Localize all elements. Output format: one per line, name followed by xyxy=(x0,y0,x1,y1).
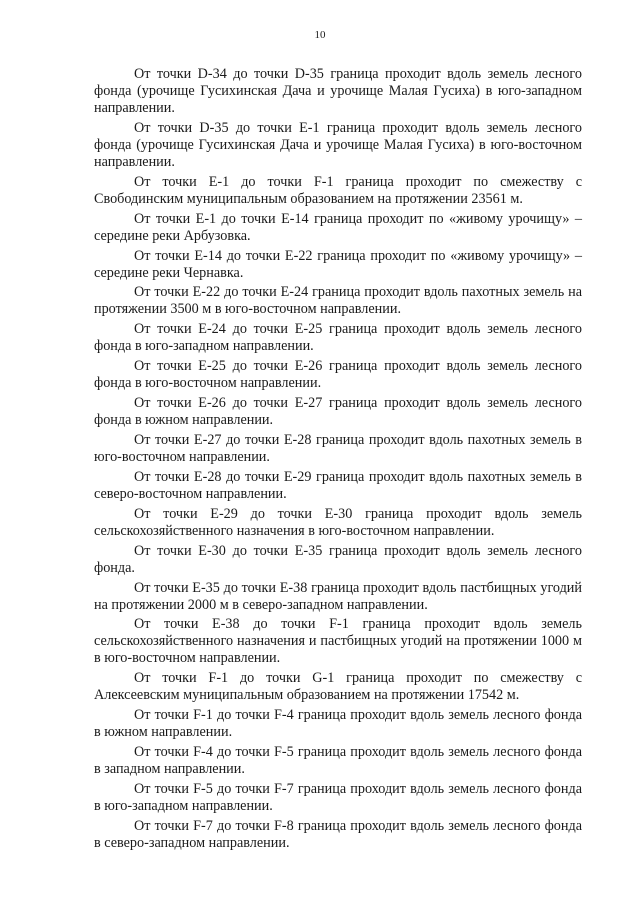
paragraph-e1-e14: От точки E-1 до точки E-14 граница проходит по «живому урочищу» – середине реки Арбузовка. xyxy=(94,210,582,244)
paragraph-f7-f8: От точки F-7 до точки F-8 граница проходит вдоль земель лесного фонда в северо-западном направлении. xyxy=(94,817,582,851)
paragraph-f1-g1: От точки F-1 до точки G-1 граница проходит по смежеству с Алексеевским муниципальным образованием на протяжении 17542 м. xyxy=(94,670,582,704)
paragraph-f4-f5: От точки F-4 до точки F-5 граница проходит вдоль земель лесного фонда в западном направлении. xyxy=(94,744,582,778)
paragraph-f1-f4: От точки F-1 до точки F-4 граница проходит вдоль земель лесного фонда в южном направлении. xyxy=(94,707,582,741)
paragraph-e22-e24: От точки E-22 до точки E-24 граница проходит вдоль пахотных земель на протяжении 3500 м в юго-восточном направлении. xyxy=(94,284,582,318)
paragraph-e35-e38: От точки E-35 до точки E-38 граница проходит вдоль пастбищных угодий на протяжении 2000 м в северо-западном направлении. xyxy=(94,579,582,613)
paragraph-f5-f7: От точки F-5 до точки F-7 граница проходит вдоль земель лесного фонда в юго-западном направлении. xyxy=(94,781,582,815)
paragraph-e29-e30: От точки E-29 до точки E-30 граница проходит вдоль земель сельскохозяйственного назначения в юго-восточном направлении. xyxy=(94,505,582,539)
paragraph-e38-f1: От точки E-38 до точки F-1 граница проходит вдоль земель сельскохозяйственного назначения и пастбищных угодий на протяжении 1000 м в юго-восточном направлении. xyxy=(94,616,582,667)
paragraph-e28-e29: От точки E-28 до точки E-29 граница проходит вдоль пахотных земель в северо-восточном направлении. xyxy=(94,468,582,502)
paragraph-e25-e26: От точки E-25 до точки E-26 граница проходит вдоль земель лесного фонда в юго-восточном направлении. xyxy=(94,358,582,392)
paragraph-d35-e1: От точки D-35 до точки E-1 граница проходит вдоль земель лесного фонда (урочище Гусихинская Дача и урочище Малая Гусиха) в юго-восточном направлении. xyxy=(94,119,582,170)
page-number: 10 xyxy=(314,29,326,41)
paragraph-e30-e35: От точки E-30 до точки E-35 граница проходит вдоль земель лесного фонда. xyxy=(94,542,582,576)
paragraph-e27-e28: От точки E-27 до точки E-28 граница проходит вдоль пахотных земель в юго-восточном направлении. xyxy=(94,432,582,466)
document-body xyxy=(94,66,582,855)
paragraph-e24-e25: От точки E-24 до точки E-25 граница проходит вдоль земель лесного фонда в юго-западном направлении. xyxy=(94,321,582,355)
paragraph-d34-d35: От точки D-34 до точки D-35 граница проходит вдоль земель лесного фонда (урочище Гусихинская Дача и урочище Малая Гусиха) в юго-западном направлении. xyxy=(94,66,582,116)
paragraph-e26-e27: От точки E-26 до точки E-27 граница проходит вдоль земель лесного фонда в южном направлении. xyxy=(94,395,582,429)
paragraph-e14-e22: От точки E-14 до точки E-22 граница проходит по «живому урочищу» – середине реки Чернавка. xyxy=(94,247,582,281)
paragraph-e1-f1: От точки E-1 до точки F-1 граница проходит по смежеству с Свободинским муниципальным образованием на протяжении 23561 м. xyxy=(94,173,582,207)
